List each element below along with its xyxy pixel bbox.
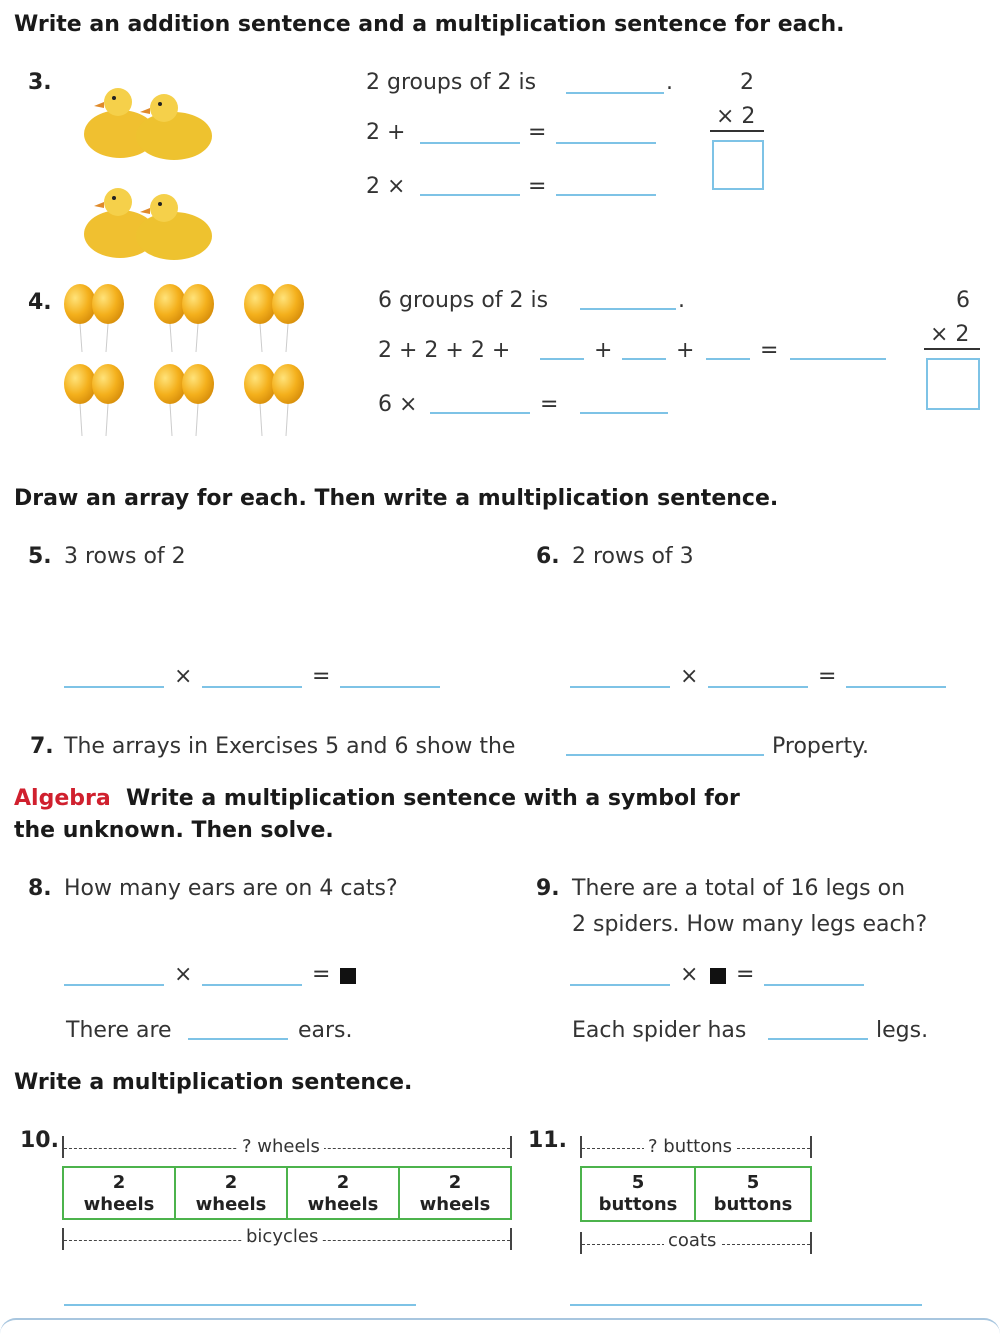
ex11-cell-1-unit: buttons — [598, 1194, 678, 1215]
ex8-factor-blank-2[interactable] — [202, 984, 302, 986]
ex10-cell-3-unit: wheels — [307, 1194, 379, 1215]
ex10-cell-1-unit: wheels — [83, 1194, 155, 1215]
ex7-text-after: Property. — [772, 734, 869, 759]
duckling-group-bottom — [84, 188, 212, 260]
ex9-question-line-2: 2 spiders. How many legs each? — [572, 912, 928, 937]
ex5-equals-sign: = — [312, 664, 331, 689]
ex9-answer-blank[interactable] — [768, 1038, 868, 1040]
ex10-bottom-bracket-left — [62, 1228, 64, 1250]
ex4-sum-blank[interactable] — [790, 358, 886, 360]
ex3-product-blank[interactable] — [556, 194, 656, 196]
algebra-heading-line-1 — [14, 786, 740, 811]
ex4-addend-blank-2[interactable] — [622, 358, 666, 360]
ex11-bottom-label: coats — [664, 1230, 720, 1251]
section-heading-addition-multiplication: Write an addition sentence and a multiplication sentence for each. — [14, 12, 845, 37]
ex3-multiplication-equals: = — [528, 174, 547, 199]
ex3-vertical-answer-box[interactable] — [712, 140, 764, 190]
ex5-factor-blank-2[interactable] — [202, 686, 302, 688]
ex9-question-line-1: There are a total of 16 legs on — [572, 876, 906, 901]
exercise-10-number: 10. — [20, 1128, 59, 1153]
ex8-answer-after: ears. — [298, 1018, 353, 1043]
ex10-cell-1-number: 2 — [112, 1172, 126, 1193]
balloon-pair — [154, 284, 214, 352]
ex4-groups-answer-blank[interactable] — [580, 308, 676, 310]
ex4-multiplication-lead: 6 × — [378, 392, 418, 417]
ex10-cell-2-unit: wheels — [195, 1194, 267, 1215]
ex11-cell-2-unit: buttons — [713, 1194, 793, 1215]
ex6-equals-sign: = — [818, 664, 837, 689]
ex10-bar-cell-3 — [286, 1166, 400, 1220]
ex5-product-blank[interactable] — [340, 686, 440, 688]
ex11-cell-1-number: 5 — [631, 1172, 645, 1193]
ex4-addend-blank-3[interactable] — [706, 358, 750, 360]
balloon-pair — [244, 364, 304, 436]
ex6-text: 2 rows of 3 — [572, 544, 694, 569]
ex11-bottom-bracket-left — [580, 1232, 582, 1254]
duckling-group-top — [84, 88, 212, 160]
ex11-bar-cell-2 — [694, 1166, 812, 1222]
ex9-answer-before: Each spider has — [572, 1018, 747, 1043]
ex10-answer-blank[interactable] — [64, 1304, 416, 1306]
balloon-pair — [244, 284, 304, 352]
exercise-5-number: 5. — [28, 544, 52, 569]
ex9-answer-after: legs. — [876, 1018, 929, 1043]
exercise-6-number: 6. — [536, 544, 560, 569]
exercise-4-number: 4. — [28, 290, 52, 315]
section-heading-write-sentence: Write a multiplication sentence. — [14, 1070, 413, 1095]
ex9-equals-sign: = — [736, 962, 755, 987]
ducklings-illustration — [78, 72, 238, 272]
ex4-vertical-rule — [924, 348, 980, 350]
ex4-multiplication-equals: = — [540, 392, 559, 417]
ex10-top-bracket-left — [62, 1136, 64, 1158]
ex4-groups-text: 6 groups of 2 is — [378, 288, 549, 313]
section-heading-draw-array: Draw an array for each. Then write a multiplication sentence. — [14, 486, 779, 511]
ex11-bar-cell-1 — [580, 1166, 696, 1222]
ex11-top-bracket-right — [810, 1136, 812, 1158]
ex5-text: 3 rows of 2 — [64, 544, 186, 569]
ex4-vertical-top: 6 — [956, 288, 970, 313]
ex11-top-bracket-left — [580, 1136, 582, 1158]
ex4-addend-blank-1[interactable] — [540, 358, 584, 360]
balloon-pair — [64, 364, 124, 436]
ex3-addition-equals: = — [528, 120, 547, 145]
ex7-property-blank[interactable] — [566, 754, 764, 756]
ex3-addition-lead: 2 + — [366, 120, 406, 145]
algebra-label: Algebra — [14, 786, 111, 811]
ex6-factor-blank-2[interactable] — [708, 686, 808, 688]
ex8-answer-before: There are — [66, 1018, 172, 1043]
ex3-factor-blank[interactable] — [420, 194, 520, 196]
ex10-top-label: ? wheels — [238, 1136, 324, 1157]
unknown-symbol-square — [340, 968, 356, 984]
ex10-cell-3-number: 2 — [336, 1172, 350, 1193]
exercise-8-number: 8. — [28, 876, 52, 901]
algebra-heading-line-2: the unknown. Then solve. — [14, 818, 334, 843]
ex8-equals-sign: = — [312, 962, 331, 987]
ex3-groups-text: 2 groups of 2 is — [366, 70, 537, 95]
ex10-bottom-bracket-right — [510, 1228, 512, 1250]
ex10-bar-cell-1 — [62, 1166, 176, 1220]
ex4-plus-2: + — [676, 338, 695, 363]
ex10-cell-4-number: 2 — [448, 1172, 462, 1193]
ex8-times-sign: × — [174, 962, 193, 987]
ex3-groups-answer-blank[interactable] — [566, 92, 664, 94]
ex9-factor-blank[interactable] — [570, 984, 670, 986]
ex6-product-blank[interactable] — [846, 686, 946, 688]
ex4-plus-1: + — [594, 338, 613, 363]
ex4-addition-lead: 2 + 2 + 2 + — [378, 338, 511, 363]
ex4-vertical-multiplier: × 2 — [930, 322, 970, 347]
ex3-period: . — [666, 70, 673, 95]
ex11-top-label: ? buttons — [644, 1136, 736, 1157]
exercise-7-number: 7. — [30, 734, 54, 759]
exercise-3-number: 3. — [28, 70, 52, 95]
balloons-illustration — [60, 282, 320, 442]
ex4-product-blank[interactable] — [580, 412, 668, 414]
exercise-9-number: 9. — [536, 876, 560, 901]
ex11-answer-blank[interactable] — [570, 1304, 922, 1306]
ex3-multiplication-lead: 2 × — [366, 174, 406, 199]
ex10-bar-cell-2 — [174, 1166, 288, 1220]
ex6-factor-blank-1[interactable] — [570, 686, 670, 688]
unknown-symbol-square — [710, 968, 726, 984]
ex8-factor-blank-1[interactable] — [64, 984, 164, 986]
ex4-factor-blank[interactable] — [430, 412, 530, 414]
page-bottom-frame — [0, 1318, 1000, 1339]
ex9-product-blank[interactable] — [764, 984, 864, 986]
ex5-times-sign: × — [174, 664, 193, 689]
ex3-sum-blank[interactable] — [556, 142, 656, 144]
ex7-text-before: The arrays in Exercises 5 and 6 show the — [64, 734, 516, 759]
ex3-vertical-rule — [710, 130, 764, 132]
ex5-factor-blank-1[interactable] — [64, 686, 164, 688]
ex8-question: How many ears are on 4 cats? — [64, 876, 398, 901]
ex10-cell-2-number: 2 — [224, 1172, 238, 1193]
balloon-pair — [154, 364, 214, 436]
ex4-vertical-answer-box[interactable] — [926, 358, 980, 410]
ex11-cell-2-number: 5 — [746, 1172, 760, 1193]
algebra-instruction-1: Write a multiplication sentence with a symbol for — [126, 786, 740, 811]
ex4-period: . — [678, 288, 685, 313]
ex9-times-sign: × — [680, 962, 699, 987]
ex4-addition-equals: = — [760, 338, 779, 363]
ex10-cell-4-unit: wheels — [419, 1194, 491, 1215]
balloon-pair — [64, 284, 124, 352]
exercise-11-number: 11. — [528, 1128, 567, 1153]
ex10-top-bracket-right — [510, 1136, 512, 1158]
ex3-vertical-top: 2 — [740, 70, 754, 95]
ex3-addend-blank[interactable] — [420, 142, 520, 144]
ex11-bottom-bracket-right — [810, 1232, 812, 1254]
ex10-bar-cell-4 — [398, 1166, 512, 1220]
ex3-vertical-multiplier: × 2 — [716, 104, 756, 129]
ex8-answer-blank[interactable] — [188, 1038, 288, 1040]
ex6-times-sign: × — [680, 664, 699, 689]
ex10-bottom-label: bicycles — [242, 1226, 322, 1247]
